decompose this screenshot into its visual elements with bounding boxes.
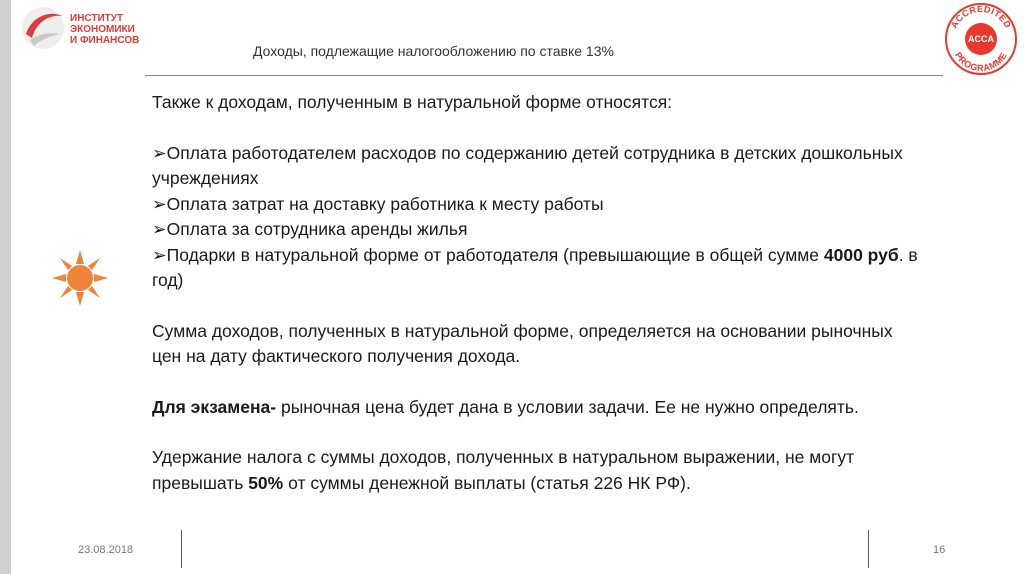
- withholding-text: Удержание налога с суммы доходов, полученных в натуральном выражении, не могут превышать: [152, 447, 855, 493]
- bullet-text: Подарки в натуральной форме от работодателя (превышающие в общей сумме: [166, 244, 824, 265]
- institute-logo: [20, 4, 145, 54]
- logo-line-2: ЭКОНОМИКИ: [70, 24, 135, 35]
- bullet-text: Оплата затрат на доставку работника к месту работы: [166, 193, 604, 214]
- footer-divider-right: [868, 530, 869, 568]
- withholding-tail: от суммы денежной выплаты (статья 226 НК РФ).: [283, 472, 691, 493]
- slide-title: Доходы, подлежащие налогообложению по ставке 13%: [253, 43, 614, 59]
- page-number: 16: [933, 544, 946, 556]
- bullet-text: Оплата работодателем расходов по содержанию детей сотрудника в детских дошкольных учреждениях: [152, 142, 903, 188]
- badge-top-text: ACCREDITED: [948, 3, 1014, 30]
- footer-date: 23.08.2018: [78, 544, 134, 556]
- badge-center-text: ACCA: [968, 34, 994, 44]
- withholding-limit: 50%: [248, 472, 284, 493]
- sun-icon: [50, 248, 110, 308]
- valuation-paragraph: Сумма доходов, полученных в натуральной форме, определяется на основании рыночных цен на дату фактического получения дохода.: [152, 320, 893, 366]
- logo-line-3: И ФИНАНСОВ: [70, 35, 140, 46]
- left-edge-bar: [0, 0, 11, 574]
- bullet-arrow-icon: ➢: [152, 193, 167, 214]
- acca-accredited-badge-icon: [944, 2, 1018, 76]
- exam-note: [152, 395, 922, 421]
- exam-label: Для экзамена-: [152, 396, 277, 417]
- gift-limit-amount: 4000 руб: [823, 244, 899, 265]
- bullet-item: [152, 192, 922, 218]
- slide-body: [152, 90, 922, 496]
- bullet-arrow-icon: ➢: [152, 244, 167, 265]
- exam-text: рыночная цена будет дана в условии задачи. Ее не нужно определять.: [276, 396, 859, 417]
- badge-bottom-text: PROGRAMME: [952, 50, 1010, 74]
- logo-text: [70, 13, 150, 46]
- withholding-paragraph: [152, 445, 922, 496]
- logo-line-1: ИНСТИТУТ: [70, 13, 124, 24]
- bullet-arrow-icon: ➢: [152, 219, 167, 239]
- bullet-item: [152, 217, 922, 243]
- bullet-text: Оплата за сотрудника аренды жилья: [166, 219, 468, 239]
- bullet-tail: . в год): [152, 244, 918, 290]
- title-divider: [145, 75, 943, 76]
- intro-text: Также к доходам, полученным в натуральной форме относятся:: [152, 92, 673, 112]
- logo-swoosh-icon: [20, 4, 68, 52]
- bullet-item: [152, 243, 922, 294]
- bullet-arrow-icon: ➢: [152, 142, 167, 163]
- bullet-item: [152, 141, 922, 192]
- footer-divider-left: [181, 530, 182, 568]
